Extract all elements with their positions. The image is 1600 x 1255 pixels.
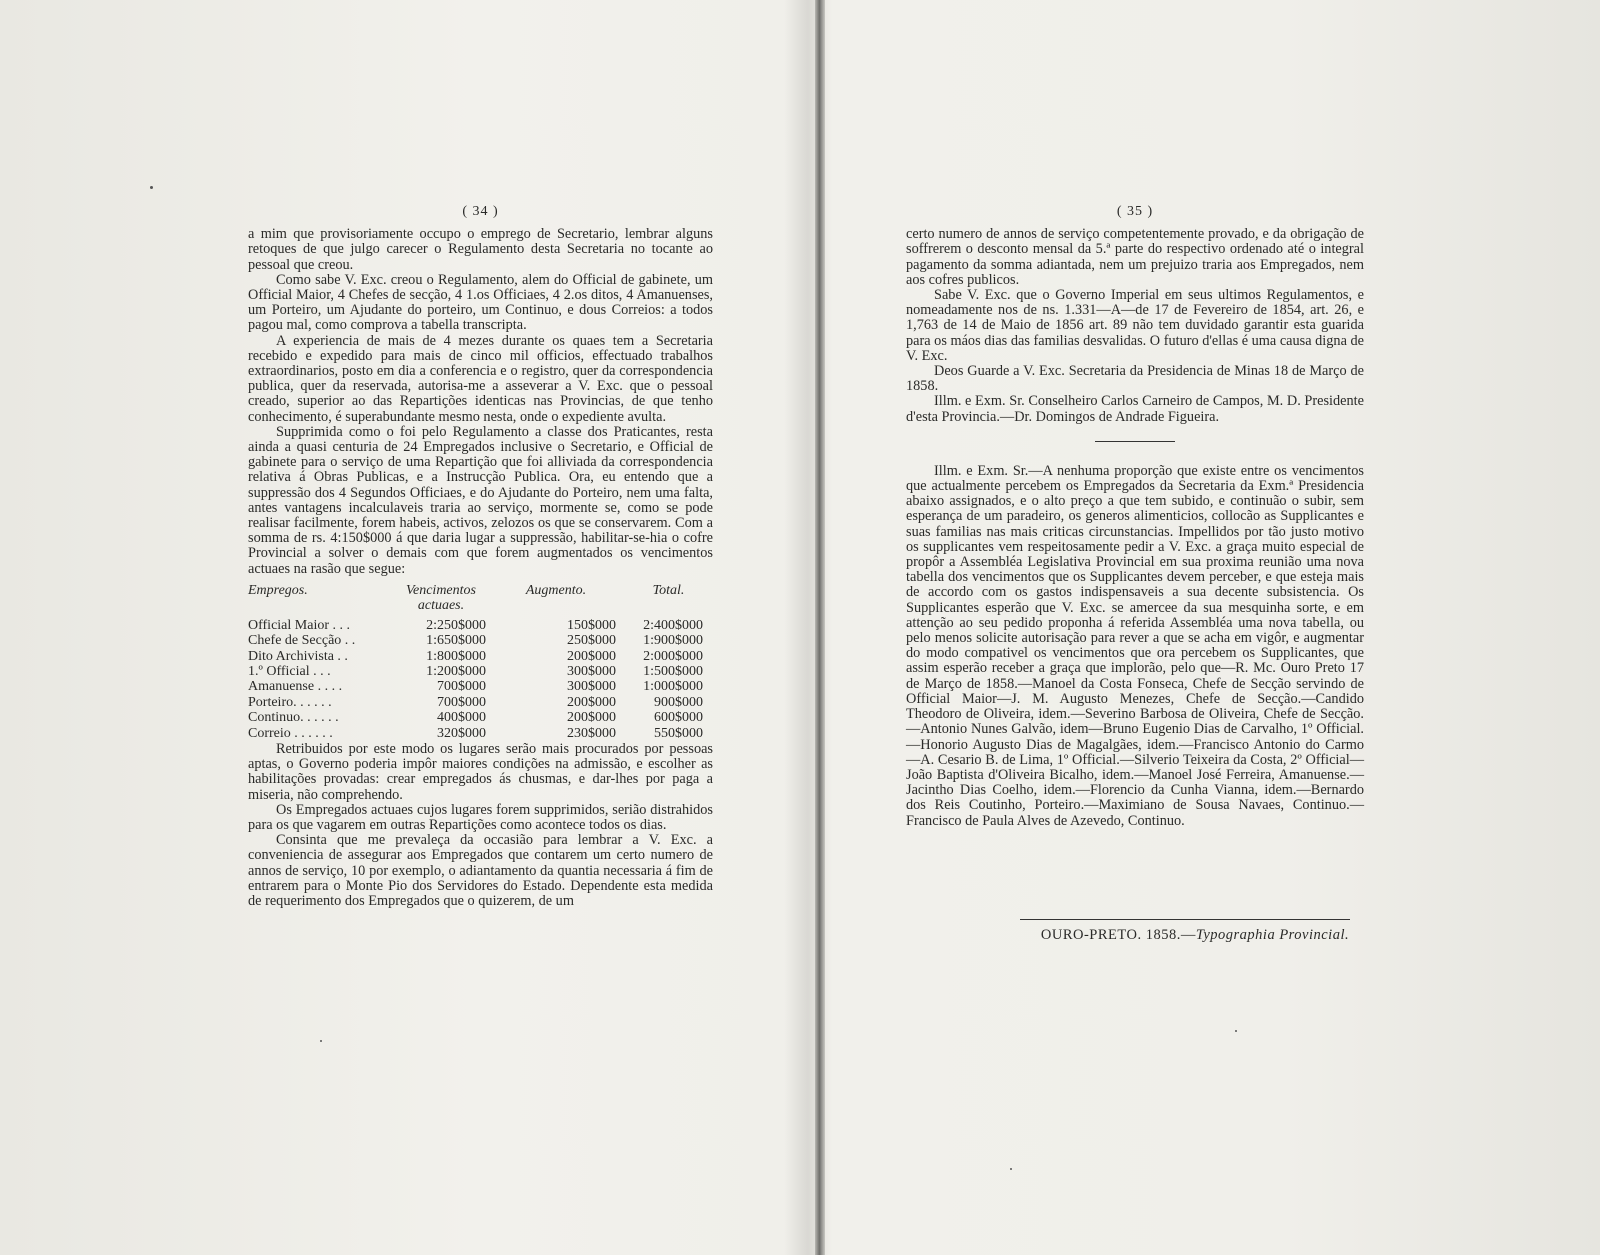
cell-vencimento: 1:200$000	[426, 663, 486, 679]
cell-vencimento: 700$000	[437, 694, 486, 710]
table-row	[248, 710, 713, 725]
paragraph: Como sabe V. Exc. creou o Regulamento, alem do Official de gabinete, um Official Maior, 4 Chefes de secção, 4 1.os Officiaes, 4 2.os ditos, 4 Amanuenses, um Porteiro, um Ajudante do porteiro, um Continuo, e dous Correios: a todos pagou mal, como comprova a tabella transcripta.	[248, 271, 713, 334]
table-row	[248, 664, 713, 679]
cell-emprego: Dito Archivista . .	[248, 648, 348, 664]
cell-vencimento: 320$000	[437, 725, 486, 741]
paragraph: Illm. e Exm. Sr.—A nenhuma proporção que existe entre os vencimentos que actualmente percebem os Empregados da Secretaria da Exm.ª Presidencia abaixo assignados, e o alto preço a que tem subido, e continuão o subir, sem esperança de um paradeiro, os generos alimenticios, collocão as Supplicantes e suas familias nas mais criticas circunstancias. Impellidos por tão justo motivo os supplicantes vem respeitosamente pedir a V. Exc. a graça muito especial de propôr a Assembléa Legislativa Provincial em sua proxima reunião uma nova tabella dos vencimentos que os Supplicantes devem perceber, e que esteja mais de accordo com os gastos indispensaveis a sua decente subsistencia. Os Supplicantes esperão que V. Exc. se amercee da sua mesquinha sorte, e em attenção ao seu pedido proponha á referida Assembléa uma nova tabella, ou pelo menos solicite autorisação para rever a que se acha em vigôr, e augmentar do modo compativel os vencimentos que ora percebem os Supplicantes, que assim esperão receber a graça que implorão, pelo que—R. Mc. Ouro Preto 17 de Março de 1858.—Manoel da Costa Fonseca, Chefe de Secção servindo de Official Maior—J. M. Augusto Menezes, Chefe de Secção.—Candido Theodoro de Oliveira, idem.—Severino Barbosa de Oliveira, Chefe de Secção.—Antonio Nunes Galvão, idem—Bruno Eugenio Dias de Carvalho, 1º Official.—Honorio Augusto Dias de Magalgães, idem.—Francisco Antonio do Carmo—A. Cesario B. de Lima, 1º Official.—Silverio Teixeira da Costa, 2º Official—João Baptista d'Oliveira Bicalho, idem.—Manoel José Ferreira, Amanuense.—Jacintho Dias Coelho, idem.—Florencio da Cunha Vianna, idem.—Bernardo dos Reis Coutinho, Porteiro.—Maximiano de Sousa Navaes, Continuo.—Francisco de Paula Alves de Azevedo, Continuo.	[906, 462, 1364, 829]
cell-total: 1:500$000	[643, 663, 703, 679]
table-row	[248, 618, 713, 633]
ink-speck	[1235, 1030, 1237, 1032]
cell-emprego: Chefe de Secção . .	[248, 633, 356, 649]
imprint-place: OURO-PRETO. 1858.—	[1040, 927, 1196, 943]
cell-augmento: 300$000	[567, 679, 616, 695]
table-row	[248, 633, 713, 648]
table-row	[248, 679, 713, 694]
right-page	[906, 204, 1364, 829]
salary-table	[248, 583, 713, 741]
cell-total: 600$000	[654, 710, 703, 726]
table-header-row	[248, 583, 713, 618]
ink-speck	[150, 186, 153, 189]
cell-total: 900$000	[654, 694, 703, 710]
ink-speck	[320, 1040, 322, 1042]
cell-emprego: Continuo. . . . . .	[248, 710, 339, 726]
paragraph: Os Empregados actuaes cujos lugares forem supprimidos, serião distrahidos para os que vagarem em outras Repartições como acontece todos os dias.	[248, 801, 713, 833]
cell-vencimento: 700$000	[437, 679, 486, 695]
paragraph: a mim que provisoriamente occupo o emprego de Secretario, lembrar alguns retoques de que julgo carecer o Regulamento desta Secretaria no tocante ao pessoal que creou.	[248, 226, 713, 273]
left-page	[248, 204, 713, 909]
cell-vencimento: 1:800$000	[426, 648, 486, 664]
cell-emprego: 1.º Official . . .	[248, 663, 331, 679]
book-gutter	[815, 0, 825, 1255]
paragraph: Supprimida como o foi pelo Regulamento a classe dos Praticantes, resta ainda a quasi centuria de 24 Empregados inclusive o Secretario, e Official de gabinete para o serviço de uma Repartição que foi alliviada da correspondencia relativa á Obras Publicas, e a Instrucção Publica. Ora, eu entendo que a suppressão dos 4 Segundos Officiaes, e do Ajudante do Porteiro, nem uma falta, antes vantagens incalculaveis traria ao serviço, mormente se, como se pode realisar facilmente, forem habeis, activos, zelozos os que se conservarem. Com a somma de rs. 4:150$000 á que daria lugar a suppressão, habilitar-se-hia o cofre Provincial a solver o demais com que forem augmentados os vencimentos actuaes na rasão que segue:	[248, 423, 713, 577]
page-number-left: ( 34 )	[462, 204, 499, 219]
paragraph: Sabe V. Exc. que o Governo Imperial em seus ultimos Regulamentos, e nomeadamente nos de ns. 1.331—A—de 17 de Fevereiro de 1854, art. 26, e 1,763 de 14 de Maio de 1856 art. 89 não tem duvidado garantir esta guarida para os máos dias das familias desvalidas. O futuro d'ellas é uma causa digna de V. Exc.	[906, 287, 1364, 364]
cell-augmento: 250$000	[567, 633, 616, 649]
imprint-press: Typographia Provincial.	[1195, 927, 1350, 943]
cell-augmento: 200$000	[567, 648, 616, 664]
page-number-right: ( 35 )	[1116, 204, 1154, 219]
cell-vencimento: 400$000	[437, 710, 486, 726]
table-row	[248, 649, 713, 664]
cell-emprego: Official Maior . . .	[248, 617, 350, 633]
cell-vencimento: 1:650$000	[426, 633, 486, 649]
cell-emprego: Porteiro. . . . . .	[248, 694, 332, 710]
cell-emprego: Correio . . . . . .	[248, 725, 333, 741]
cell-total: 1:900$000	[643, 633, 703, 649]
cell-augmento: 200$000	[567, 694, 616, 710]
cell-emprego: Amanuense . . . .	[248, 679, 343, 695]
cell-total: 2:400$000	[643, 617, 703, 633]
cell-total: 550$000	[654, 725, 703, 741]
header-vencimentos: Vencimentos actuaes.	[406, 582, 476, 614]
cell-total: 1:000$000	[643, 679, 703, 695]
cell-augmento: 150$000	[567, 617, 616, 633]
table-row	[248, 726, 713, 741]
imprint-text	[1030, 927, 1360, 944]
paragraph: certo numero de annos de serviço competentemente provado, e da obrigação de soffrerem o desconto mensal da 5.ª parte do respectivo ordenado até o integral pagamento da somma adiantada, nem um prejuizo traria aos Empregados, nem aos cofres publicos.	[906, 226, 1364, 288]
imprint-rule	[1020, 919, 1350, 920]
paragraph: A experiencia de mais de 4 mezes durante os quaes tem a Secretaria recebido e expedido para mais de cinco mil officios, effectuado trabalhos extraordinarios, posto em dia a conferencia e o registro, quer da correspondencia publica, quer da reservada, autorisa-me a asseverar a V. Exc. que o pessoal creado, superior ao das Repartições identicas nas Provincias, de que tenho conhecimento, é superabundante mesmo nesta, onde o expediente avulta.	[248, 332, 713, 425]
header-total: Total.	[652, 582, 685, 598]
header-empregos: Empregos.	[248, 582, 308, 598]
section-separator	[1095, 441, 1175, 442]
cell-total: 2:000$000	[643, 648, 703, 664]
paragraph: Illm. e Exm. Sr. Conselheiro Carlos Carneiro de Campos, M. D. Presidente d'esta Provincia.—Dr. Domingos de Andrade Figueira.	[906, 393, 1364, 425]
paragraph: Consinta que me prevaleça da occasião para lembrar a V. Exc. a conveniencia de assegurar aos Empregados que contarem um certo numero de annos de serviço, 10 por exemplo, o adiantamento da quantia necessaria á fim de entrarem para o Monte Pio dos Servidores do Estado. Dependente esta medida de requerimento dos Empregados que o quizerem, de um	[248, 832, 713, 909]
paragraph: Deos Guarde a V. Exc. Secretaria da Presidencia de Minas 18 de Março de 1858.	[906, 363, 1364, 395]
cell-augmento: 200$000	[567, 710, 616, 726]
cell-vencimento: 2:250$000	[426, 617, 486, 633]
paragraph: Retribuidos por este modo os lugares serão mais procurados por pessoas aptas, o Governo poderia impôr maiores condições na admissão, e escolher as habilitações provadas: crear empregados ás chusmas, e dar-lhes por paga a miseria, não comprehendo.	[248, 740, 713, 803]
table-row	[248, 695, 713, 710]
header-augmento: Augmento.	[525, 582, 587, 598]
imprint	[1030, 919, 1360, 944]
cell-augmento: 300$000	[567, 663, 616, 679]
cell-augmento: 230$000	[567, 725, 616, 741]
ink-speck	[1010, 1168, 1012, 1170]
